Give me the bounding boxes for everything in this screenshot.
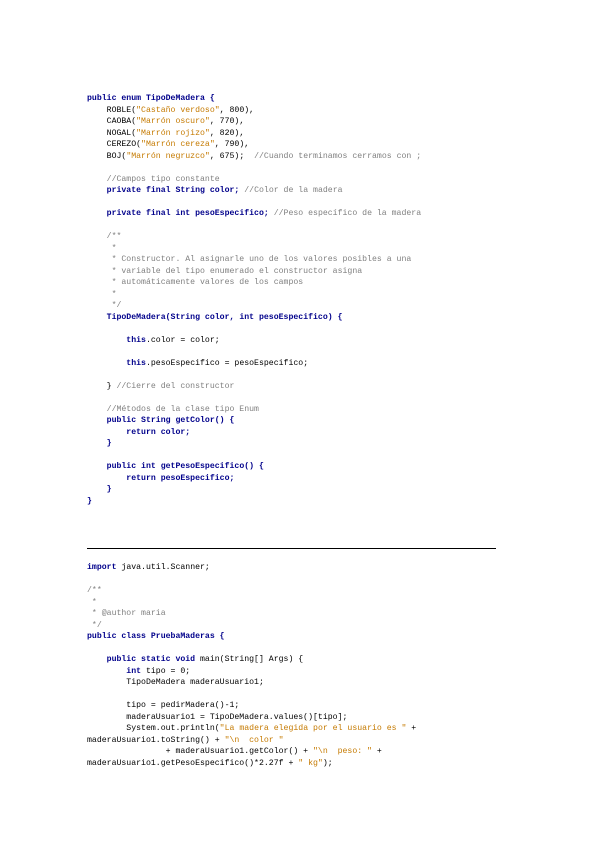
- code-comment: * @author maria: [87, 609, 166, 618]
- code-text: ROBLE(: [87, 105, 137, 115]
- code-text: TipoDeMadera maderaUsuario1;: [87, 678, 264, 687]
- code-text: pesoEspecifico) {: [254, 312, 343, 322]
- code-text: tipo = pedirMadera()-1;: [87, 701, 240, 710]
- enum-code-block: [87, 93, 421, 507]
- keyword: return: [87, 427, 161, 437]
- code-comment: *: [87, 597, 97, 607]
- code-text: CAOBA(: [87, 117, 137, 126]
- code-text: }: [87, 381, 117, 391]
- code-text: , 770),: [209, 117, 245, 126]
- code-comment: /**: [87, 586, 102, 595]
- code-text: +: [406, 724, 417, 733]
- code-text: , 800),: [219, 105, 255, 115]
- code-comment: //Métodos de la clase tipo Enum: [87, 404, 259, 414]
- code-text: color;: [204, 186, 245, 195]
- code-text: getColor() {: [170, 416, 235, 425]
- code-text: main(String[] Args) {: [200, 655, 304, 664]
- keyword: public class: [87, 632, 151, 641]
- code-comment: //Peso específico de la madera: [273, 209, 422, 218]
- keyword: public enum: [87, 94, 146, 103]
- code-text: +: [371, 747, 382, 756]
- keyword: return: [87, 473, 161, 483]
- code-text: .pesoEspecifico = pesoEspecifico;: [145, 358, 309, 368]
- code-text: );: [322, 758, 333, 768]
- string-literal: " kg": [298, 758, 323, 768]
- code-comment: //Campos tipo constante: [87, 174, 220, 184]
- code-text: PruebaMaderas {: [150, 632, 225, 641]
- keyword: this: [87, 335, 146, 345]
- code-comment: /**: [87, 232, 122, 241]
- code-text: maderaUsuario1.getPesoEspecifico()*2.27f +: [87, 758, 299, 768]
- code-text: getPesoEspecifico() {: [160, 462, 264, 471]
- code-text: + maderaUsuario1.getColor() +: [87, 747, 314, 756]
- keyword: private final int: [87, 209, 196, 218]
- code-comment: * automáticamente valores de los campos: [87, 278, 304, 287]
- keyword: public static void: [87, 655, 201, 664]
- code-text: color;: [160, 427, 191, 437]
- code-comment: */: [87, 620, 102, 630]
- code-text: tipo = 0;: [145, 666, 191, 676]
- type-name: String: [175, 186, 205, 195]
- keyword: this: [87, 358, 146, 368]
- main-code-block: [87, 562, 416, 769]
- string-literal: "Marrón oscuro": [136, 117, 210, 126]
- code-text: }: [87, 439, 112, 448]
- code-comment: *: [87, 289, 117, 299]
- string-literal: "Marrón cereza": [141, 140, 215, 149]
- code-text: NOGAL(: [87, 128, 137, 138]
- code-comment: //Cierre del constructor: [116, 381, 235, 391]
- code-comment: * Constructor. Al asignarle uno de los valores posibles a una: [87, 255, 412, 264]
- code-text: pesoEspecifico;: [160, 473, 235, 483]
- code-text: pesoEspecifico;: [195, 209, 274, 218]
- code-text: , 820),: [209, 128, 245, 138]
- code-text: CEREZO(: [87, 140, 142, 149]
- code-text: maderaUsuario1.toString() +: [87, 735, 225, 745]
- code-text: java.util.Scanner;: [121, 563, 210, 572]
- keyword: int: [239, 312, 255, 322]
- code-comment: //Color de la madera: [244, 186, 343, 195]
- code-text: , 675);: [209, 151, 255, 161]
- code-comment: *: [87, 243, 117, 253]
- string-literal: "\n color ": [224, 735, 284, 745]
- code-text: }: [87, 496, 92, 506]
- keyword: int: [87, 666, 146, 676]
- code-text: System.out.println(: [87, 724, 220, 733]
- code-text: BOJ(: [87, 151, 127, 161]
- keyword: import: [87, 563, 122, 572]
- code-text: maderaUsuario1 = TipoDeMadera.values()[tipo];: [87, 712, 348, 722]
- string-literal: "Marrón rojizo": [136, 128, 210, 138]
- keyword: public: [87, 416, 142, 425]
- divider-line: [87, 548, 496, 549]
- keyword: private final: [87, 186, 176, 195]
- code-text: TipoDeMadera(String color,: [87, 312, 240, 322]
- code-text: TipoDeMadera {: [145, 94, 215, 103]
- code-comment: * variable del tipo enumerado el constructor asigna: [87, 266, 363, 276]
- code-text: , 790),: [214, 140, 250, 149]
- code-text: }: [87, 485, 112, 494]
- code-comment: */: [87, 301, 122, 310]
- keyword: public int: [87, 462, 161, 471]
- string-literal: "Marrón negruzco": [126, 151, 210, 161]
- code-comment: //Cuando terminamos cerramos con ;: [254, 151, 422, 161]
- string-literal: "Castaño verdoso": [136, 105, 220, 115]
- string-literal: "\n peso: ": [313, 747, 372, 756]
- type-name: String: [141, 416, 171, 425]
- string-literal: "La madera elegida por el usuario es ": [219, 724, 407, 733]
- code-text: .color = color;: [145, 335, 220, 345]
